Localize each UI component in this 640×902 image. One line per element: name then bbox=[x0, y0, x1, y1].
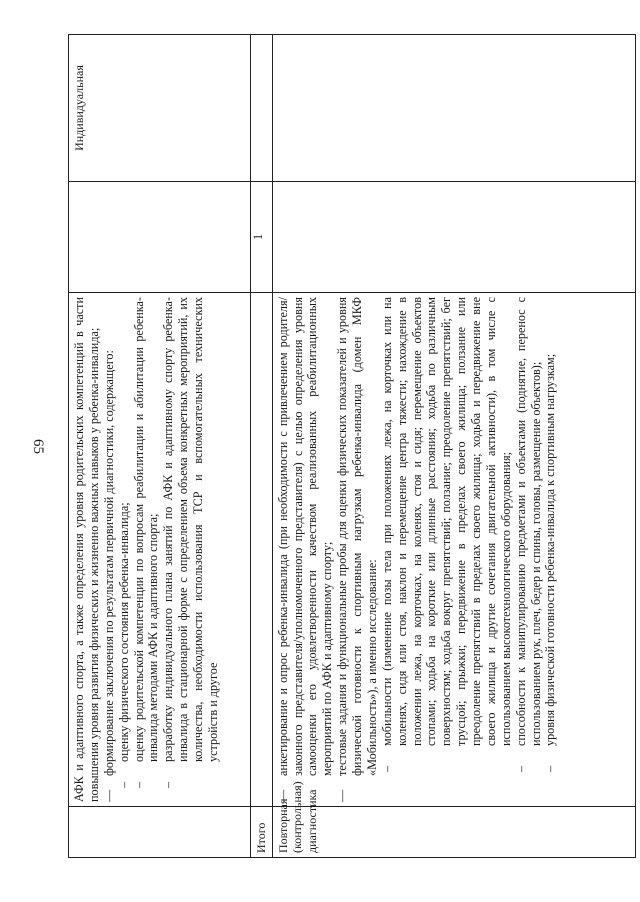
count-cell bbox=[69, 182, 251, 293]
count-cell bbox=[272, 182, 635, 293]
table-row bbox=[251, 35, 273, 858]
empty-cell bbox=[69, 807, 251, 858]
itogo-value: 1 bbox=[251, 233, 265, 241]
list-item bbox=[117, 297, 132, 802]
item-text: анкетирование и опрос ребенка-инвалида (при необходимости с привлечением родителя/законного представителя/уполномоченного представителя) с целью определения уровня самооценки его удовлетворенности качеством реализованных реабилитационных мероприятий по АФК и адаптивному спорту; bbox=[275, 297, 335, 776]
dash-marker: – bbox=[513, 765, 528, 772]
dash-marker: – bbox=[379, 765, 394, 772]
sub-item-text: разработку индивидуального плана занятий по АФК и адаптивному спорту ребенка-инвалида в стационарной форме с определением объема конкретных мероприятий, их количества, необходимости использования ТСР и вспомогательных технических устройств и другое bbox=[161, 297, 220, 762]
sub-item-text: оценку физического состояния ребенка-инвалида; bbox=[116, 502, 131, 762]
dash-marker: – bbox=[161, 781, 176, 788]
item-text: тестовые задания и функциональные пробы для оценки физических показателей и уровня физической готовности к спортивным нагрузкам ребенка-инвалида (домен МКФ «Мобильность»), а именно исследование: bbox=[335, 297, 379, 776]
sub-item-text: оценку родительской компетенции по вопросам реабилитации и абилитации ребенка-инвалида методами АФК и адаптивного спорта; bbox=[131, 297, 161, 762]
sub-item-text: мобильности (изменение позы тела при положениях лежа, на корточках или на коленях, сидя или стоя, наклон и перемещение центра тяжести; нахождение в положении лежа, на корточках, на коленях, стоя и сидя; перемещение объектов стопами; ходьба на короткие или длинные расстояния; ходьба по различным поверхностям; ходьба вокруг препятствий; ползание; преодоление препятствий; бег трусцой; прыжки; передвижение в пределах своего жилища; ползание или преодоление препятствий в пределах своего жилища; ходьба и передвижение вне своего жилища и другие сочетания двигательной активности), в том числе с использованием высокотехнологического оборудования; bbox=[379, 297, 513, 746]
itogo-label: Итого bbox=[251, 807, 273, 858]
list-item bbox=[276, 297, 336, 802]
page-number: 65 bbox=[30, 439, 46, 454]
dash-marker: – bbox=[131, 781, 146, 788]
dash-marker: – bbox=[543, 765, 558, 772]
content-cell bbox=[69, 293, 251, 807]
empty-cell bbox=[251, 293, 273, 807]
list-item bbox=[335, 297, 380, 802]
itogo-value-cell bbox=[251, 182, 273, 293]
dash-marker: — bbox=[275, 789, 290, 802]
content-cell bbox=[272, 293, 635, 807]
services-table bbox=[68, 34, 636, 858]
content-intro: АФК и адаптивного спорта, а также определения уровня родительских компетенций в части повышения уровня развития физических и жизненно важных навыков у ребенка-инвалида; bbox=[72, 297, 101, 802]
table-row bbox=[272, 35, 635, 858]
form-cell bbox=[272, 35, 635, 182]
table-row bbox=[69, 35, 251, 858]
conclusion-text: формирование заключения по результатам первичной диагностики, содержащего: bbox=[101, 350, 116, 776]
rotated-table-container bbox=[68, 50, 636, 858]
sub-item-text: уровня физической готовности ребенка-инвалида к спортивным нагрузкам; bbox=[543, 353, 558, 746]
dash-marker: – bbox=[116, 781, 131, 788]
list-item bbox=[161, 297, 221, 802]
list-item bbox=[102, 297, 117, 802]
dash-marker: — bbox=[101, 789, 116, 802]
list-item bbox=[543, 297, 558, 802]
dash-marker: — bbox=[335, 789, 350, 802]
row-label: Повторная (контрольная) диагностика bbox=[272, 807, 635, 858]
empty-cell bbox=[251, 35, 273, 182]
sub-item-text: способности к манипулированию предметами и объектами (поднятие, перенос с использованием рук, плеч, бедер и спины, головы, размещение объектов); bbox=[513, 297, 543, 746]
form-cell: Индивидуальная bbox=[69, 35, 251, 182]
list-item bbox=[514, 297, 544, 802]
list-item bbox=[132, 297, 162, 802]
list-item bbox=[380, 297, 514, 802]
